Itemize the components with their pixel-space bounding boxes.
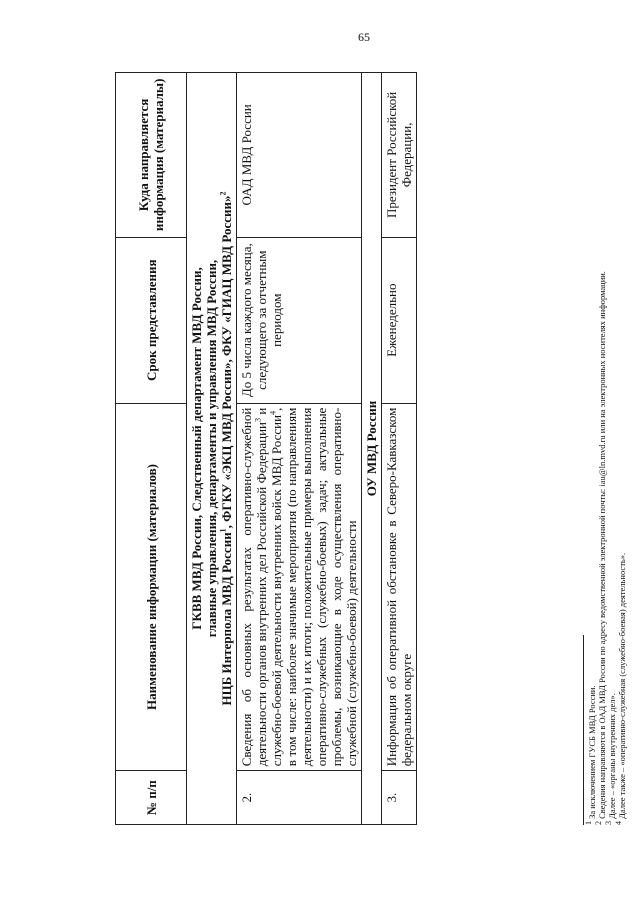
section-line-2: главные управления, департаменты и управления МВД России,: [204, 259, 219, 638]
footnote-mark-4: 4: [614, 821, 624, 825]
footnote-ref-1: 1: [218, 528, 228, 533]
footnote-separator: [583, 635, 584, 825]
footnote-4: [614, 125, 627, 825]
row2-text-2: и служебно-боевой деятельности внутренних войск МВД России: [254, 407, 284, 767]
section-line-3a: НЦБ Интерпола МВД России: [219, 532, 234, 706]
row2-text-1: Сведения об основных результатах оперативно-служебной деятельности органов внутренних дел Российской Федерации: [239, 407, 269, 767]
section-line-3b: , ФГКУ «ЭКЦ МВД России», ФКУ «ГИАЦ МВД России»: [219, 195, 234, 529]
section-row-departments: [187, 73, 237, 825]
footnote-ref-2: 2: [218, 191, 228, 196]
page-number: 65: [358, 30, 370, 44]
header-term: Срок представления: [116, 237, 187, 403]
row2-name: [237, 403, 362, 771]
table-row-3: [382, 73, 417, 825]
row3-term: Еженедельно: [382, 237, 417, 403]
row3-recipient: Президент Российской Федерации,: [382, 73, 417, 238]
footnote-text-3: Далее – «органы внутренних дел».: [607, 693, 617, 819]
section-title-departments: [187, 73, 237, 825]
section-title-ou: ОУ МВД России: [362, 73, 382, 825]
footnote-text-4: Далее также – «оперативно-служебная (служебно-боевая) деятельность».: [617, 552, 627, 819]
section-line-1: ГКВВ МВД России, Следственный департамент МВД России,: [189, 267, 204, 630]
footnote-mark-2: 2: [594, 821, 604, 825]
row2-recipient: ОАД МВД России: [237, 73, 362, 238]
footnote-text-2: Сведения направляются в ОАД МВД России по адресу ведомственной электронной почты: iau@ln.mvd.ru или на электронных носителях информации.: [597, 271, 607, 819]
footnote-1: [584, 125, 597, 825]
footnote-ref-4: 4: [268, 410, 278, 415]
footnote-2: [594, 125, 607, 825]
table-header-row: [116, 73, 187, 825]
footnote-3: [604, 125, 617, 825]
section-row-ou: [362, 73, 382, 825]
section-line-3: [219, 77, 234, 820]
information-table: [115, 72, 417, 825]
header-recipient: Куда направляется информация (материалы): [116, 73, 187, 238]
row3-num: 3.: [382, 771, 417, 825]
header-name: Наименование информации (материалов): [116, 403, 187, 771]
table-row-2: [237, 73, 362, 825]
footnotes: [583, 125, 627, 825]
footnote-ref-3: 3: [253, 417, 263, 422]
row3-name: Информация об оперативной обстановке в Северо-Кавказском федеральном округе: [382, 403, 417, 771]
row2-term: До 5 числа каждого месяца, следующего за отчетным периодом: [237, 237, 362, 403]
header-num: № п/п: [116, 771, 187, 825]
row2-text-3: , в том числе: наиболее значимые мероприятия (по направлениям деятельности) и их итоги; положительные примеры выполнения оперативно-служебных (служебно-боевых) задач; актуальные проблемы, возникающие в ходе осуществления оперативно-служебной (служебно-боевой) деятельности: [269, 407, 359, 767]
footnote-text-1: За исключением ГУСБ МВД России.: [587, 685, 597, 819]
footnote-mark-1: 1: [584, 821, 594, 825]
footnote-mark-3: 3: [604, 821, 614, 825]
row2-num: 2.: [237, 771, 362, 825]
